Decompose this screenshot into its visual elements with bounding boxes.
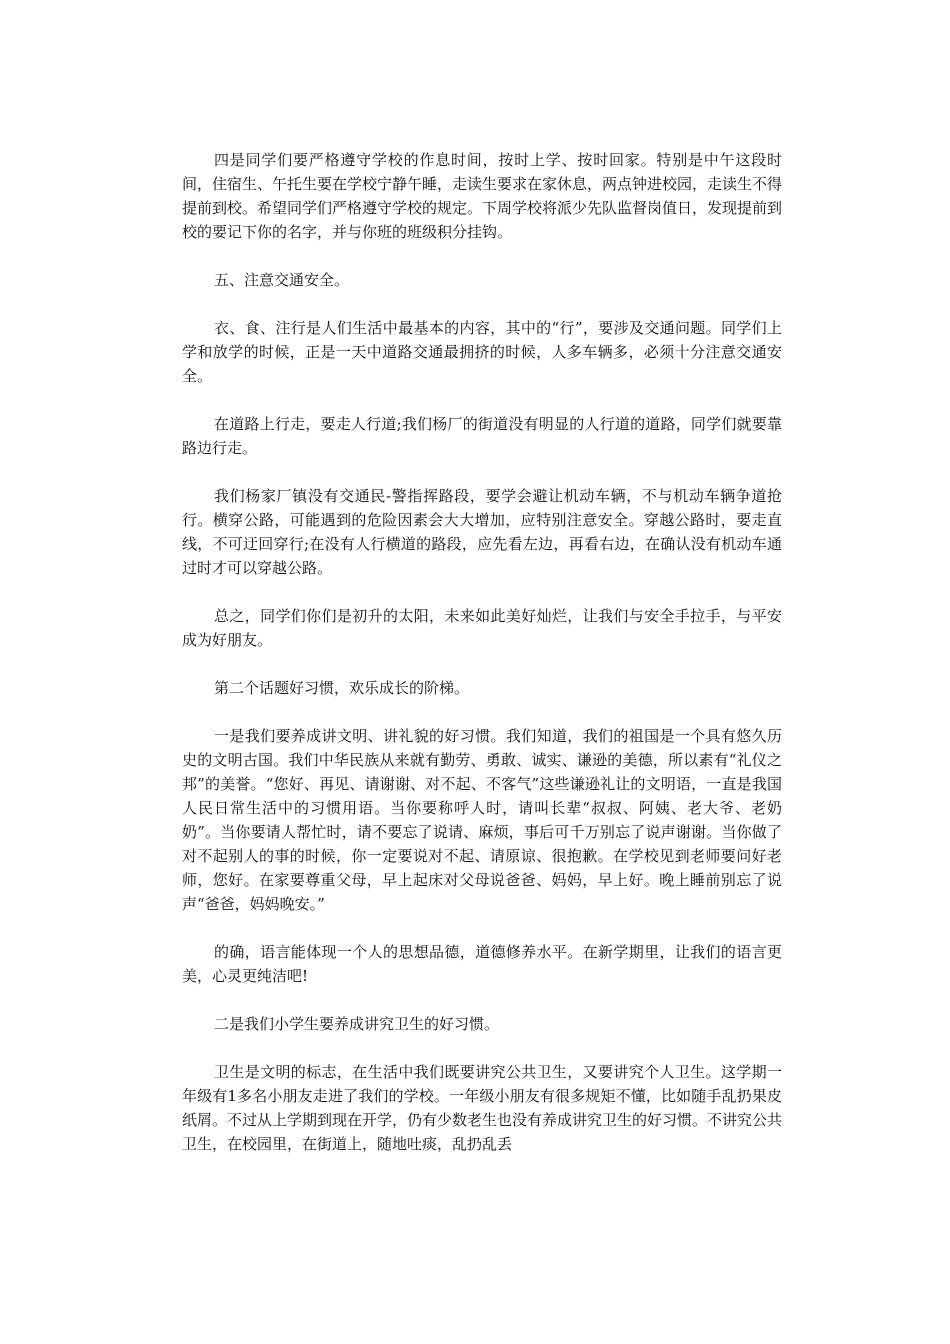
paragraph-crossing-road: 我们杨家厂镇没有交通民-警指挥路段，要学会避让机动车辆，不与机动车辆争道抢行。横穿公路，可能遇到的危险因素会大大增加，应特别注意安全。穿越公路时，要走直线，不可迂回穿行;在没有人行横道的路段，应先看左边，再看右边，在确认没有机动车通过时才可以穿越公路。 [182,487,782,577]
heading-hygiene: 二是我们小学生要养成讲究卫生的好习惯。 [214,1015,500,1033]
paragraph-safety-summary: 总之，同学们你们是初升的太阳，未来如此美好灿烂，让我们与安全手拉手，与平安成为好朋友。 [182,607,782,649]
document-page [182,148,782,1156]
paragraph-politeness: 一是我们要养成讲文明、讲礼貌的好习惯。我们知道，我们的祖国是一个具有悠久历史的文明古国。我们中华民族从来就有勤劳、勇敢、诚实、谦逊的美德，所以素有“礼仪之邦”的美誉。“您好、再见、请谢谢、对不起、不客气”这些谦逊礼让的文明语，一直是我国人民日常生活中的习惯用语。当你要称呼人时，请叫长辈“叔叔、阿姨、老大爷、老奶奶”。当你要请人帮忙时，请不要忘了说请、麻烦，事后可千万别忘了说声谢谢。当你做了对不起别人的事的时候，你一定要说对不起、请原谅、很抱歉。在学校见到老师要问好老师，您好。在家要尊重父母，早上起床对父母说爸爸、妈妈，早上好。晚上睡前别忘了说声“爸爸，妈妈晚安。” [182,727,782,913]
paragraph-hygiene: 卫生是文明的标志，在生活中我们既要讲究公共卫生，又要讲究个人卫生。这学期一年级有1多名小朋友走进了我们的学校。一年级小朋友有很多规矩不懂，比如随手乱扔果皮纸屑。不过从上学期到现在开学，仍有少数老生也没有养成讲究卫生的好习惯。不讲究公共卫生，在校园里，在街道上，随地吐痰，乱扔乱丢 [182,1063,783,1153]
paragraph-sidewalk: 在道路上行走，要走人行道;我们杨厂的街道没有明显的人行道的道路，同学们就要靠路边行走。 [182,415,782,457]
paragraph-language: 的确，语言能体现一个人的思想品德，道德修养水平。在新学期里，让我们的语言更美，心灵更纯洁吧! [182,943,782,985]
paragraph-traffic-intro: 衣、食、注行是人们生活中最基本的内容，其中的“行”，要涉及交通问题。同学们上学和放学的时候，正是一天中道路交通最拥挤的时候，人多车辆多，必须十分注意交通安全。 [182,319,782,385]
heading-traffic-safety: 五、注意交通安全。 [214,271,350,289]
paragraph-schedule-rules: 四是同学们要严格遵守学校的作息时间，按时上学、按时回家。特别是中午这段时间，住宿生、午托生要在学校宁静午睡，走读生要求在家休息，两点钟进校园，走读生不得提前到校。希望同学们严格遵守学校的规定。下周学校将派少先队监督岗值日，发现提前到校的要记下你的名字，并与你班的班级积分挂钩。 [182,151,783,241]
heading-good-habits: 第二个话题好习惯，欢乐成长的阶梯。 [214,679,470,697]
